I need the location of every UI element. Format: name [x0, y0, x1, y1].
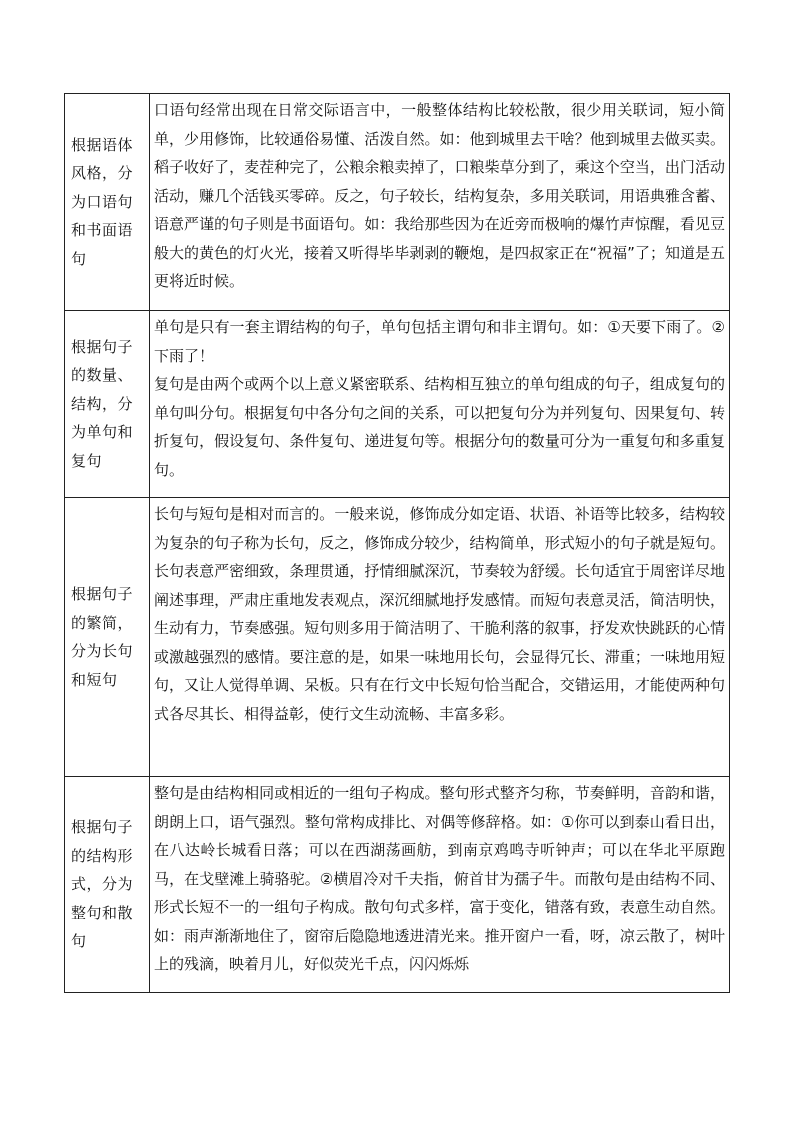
- category-label: 根据句子的繁简，分为长句和短句: [71, 585, 134, 689]
- category-cell: [65, 777, 150, 993]
- category-cell: [65, 311, 150, 498]
- description-paragraph: 整句是由结构相同或相近的一组句子构成。整句形式整齐匀称，节奏鲜明，音韵和谐，朗朗上口，语气强烈。整句常构成排比、对偶等修辞格。如：①你可以到泰山看日出，在八达岭长城看日落；可以在西湖荡画舫，到南京鸡鸣寺听钟声；可以在华北平原跑马，在戈壁滩上骑骆驼。②横眉冷对千夫指，俯首甘为孺子牛。而散句是由结构不同、形式长短不一的一组句子构成。散句句式多样，富于变化，错落有致，表意生动自然。如：雨声渐渐地住了，窗帘后隐隐地透进清光来。推开窗户一看，呀，凉云散了，树叶上的残滴，映着月儿，好似荧光千点，闪闪烁烁: [154, 784, 725, 973]
- description-paragraph: 复句是由两个或两个以上意义紧密联系、结构相互独立的单句组成的句子，组成复句的单句叫分句。根据复句中各分句之间的关系，可以把复句分为并列复句、因果复句、转折复句，假设复句、条件复句、递进复句等。根据分句的数量可分为一重复句和多重复句。: [154, 375, 725, 479]
- table-row: [65, 777, 730, 993]
- table-row: [65, 94, 730, 311]
- table-row: [65, 311, 730, 498]
- category-label: 根据句子的数量、结构，分为单句和复句: [71, 337, 134, 470]
- category-label: 根据语体风格，分为口语句和书面语句: [71, 135, 134, 268]
- description-cell: [150, 777, 730, 993]
- category-cell: [65, 498, 150, 777]
- description-cell: [150, 94, 730, 311]
- description-paragraph: 口语句经常出现在日常交际语言中，一般整体结构比较松散，很少用关联词，短小简单，少用修饰，比较通俗易懂、活泼自然。如：他到城里去干啥？他到城里去做买卖。稻子收好了，麦茬种完了，公粮余粮卖掉了，口粮柴草分到了，乘这个空当，出门活动活动，赚几个活钱买零碎。反之，句子较长，结构复杂，多用关联词，用语典雅含蓄、语意严谨的句子则是书面语句。如：我给那些因为在近旁而极响的爆竹声惊醒，看见豆般大的黄色的灯火光，接着又听得毕毕剥剥的鞭炮，是四叔家正在“祝福”了；知道是五更将近时候。: [154, 101, 725, 290]
- table-row: [65, 498, 730, 777]
- description-cell: [150, 498, 730, 777]
- sentence-types-table: [64, 93, 730, 993]
- category-label: 根据句子的结构形式，分为整句和散句: [71, 818, 134, 951]
- description-paragraph: 单句是只有一套主谓结构的句子，单句包括主谓句和非主谓句。如：①天要下雨了。②下雨了！: [154, 318, 725, 365]
- description-paragraph: 长句与短句是相对而言的。一般来说，修饰成分如定语、状语、补语等比较多，结构较为复杂的句子称为长句，反之，修饰成分较少，结构简单，形式短小的句子就是短句。长句表意严密细致，条理贯通，抒情细腻深沉，节奏较为舒缓。长句适宜于周密详尽地阐述事理，严肃庄重地发表观点，深沉细腻地抒发感情。而短句表意灵活，简洁明快，生动有力，节奏感强。短句则多用于简洁明了、干脆利落的叙事，抒发欢快跳跃的心情或激越强烈的感情。要注意的是，如果一味地用长句，会显得冗长、滞重；一味地用短句，又让人觉得单调、呆板。只有在行文中长短句恰当配合，交错运用，才能使两种句式各尽其长、相得益彰，使行文生动流畅、丰富多彩。: [154, 505, 725, 723]
- category-cell: [65, 94, 150, 311]
- description-cell: [150, 311, 730, 498]
